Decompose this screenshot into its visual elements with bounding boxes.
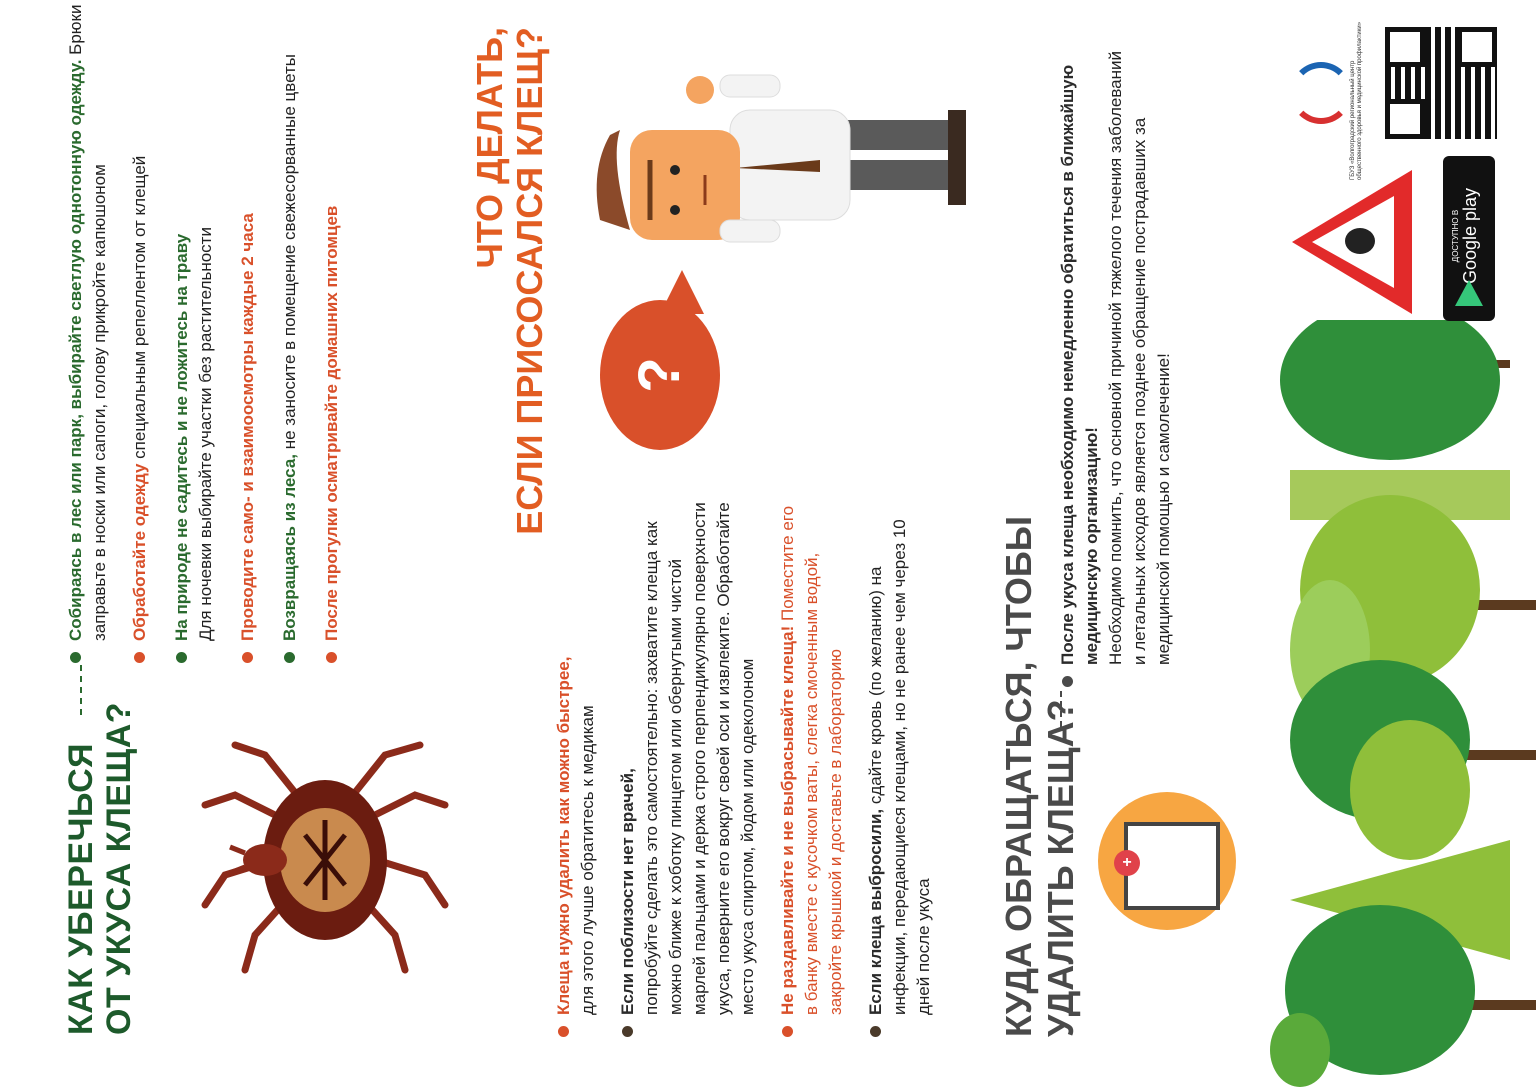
bullet-dot: [134, 652, 145, 663]
item-bold: Проводите само- и взаимоосмотры каждые 2 часа: [238, 213, 257, 641]
item-bold: Если клеща выбросили,: [866, 808, 885, 1015]
item-bold: Собираясь в лес или парк, выбирайте светлую однотонную одежду.: [66, 59, 85, 641]
google-play-label: Google play: [1460, 187, 1480, 285]
list-item: [170, 3, 218, 663]
item-text: не заносите в помещение свежесорванные цветы: [280, 54, 299, 454]
item-text: специальным репеллентом от клещей: [130, 155, 149, 464]
qr-code: [1385, 27, 1497, 139]
item-text: Поместите его в банку вместе с кусочком ваты, слегка смоченным водой, закройте крышкой и доставьте в лабораторию: [778, 505, 845, 1015]
item-bold: Возвращаясь из леса,: [280, 454, 299, 641]
section3-title-line2: УДАЛИТЬ КЛЕЩА?: [1040, 699, 1081, 1037]
section1-title-line2: ОТ УКУСА КЛЕЩА?: [100, 701, 138, 1035]
section2-title-line2: ЕСЛИ ПРИСОСАЛСЯ КЛЕЩ?: [509, 27, 550, 535]
list-item: [236, 3, 260, 663]
item-bold: На природе не садитесь и не ложитесь на траву: [172, 233, 191, 641]
section2-title: [470, 0, 570, 1087]
list-item: [1056, 47, 1176, 687]
bullet-dot: [782, 1026, 793, 1037]
section3-connector: [1060, 691, 1062, 727]
question-bubble-tail: [660, 270, 704, 314]
item-text: сдайте кровь (по желанию) на инфекции, передающиеся клещами, но не ранее чем через 10 дней после укуса: [866, 519, 933, 1015]
section1-connector: [80, 665, 82, 715]
list-item: [278, 3, 302, 663]
org-name: ГБУЗ «Волгоградский региональный центр общественного здоровья и медицинской профилактики»: [1350, 21, 1363, 180]
list-item: [64, 3, 112, 663]
section3-list: [1056, 47, 1176, 687]
section3-title-line1: КУДА ОБРАЩАТЬСЯ, ЧТОБЫ: [998, 515, 1039, 1037]
bullet-dot: [326, 652, 337, 663]
bullet-dot: [242, 652, 253, 663]
list-item: [776, 497, 848, 1037]
bullet-dot: [1062, 676, 1073, 687]
item-bold: Обработайте одежду: [130, 463, 149, 641]
item-text: попробуйте сделать это самостоятельно: захватите клеща как можно ближе к хоботку пинцетом или обернутыми чистой марлей пальцами и держа строго перпендикулярно поверхности укуса, поверните его вокруг своей оси и извлеките. Обработайте место укуса спиртом, йодом или одеколоном: [642, 502, 757, 1015]
list-item: [616, 497, 760, 1037]
bullet-dot: [622, 1026, 633, 1037]
section2-title-line1: ЧТО ДЕЛАТЬ,: [469, 27, 510, 269]
section1-list: [64, 3, 344, 663]
item-bold: Клеща нужно удалить как можно быстрее,: [554, 656, 573, 1015]
bullet-dot: [284, 652, 295, 663]
list-item: [864, 497, 936, 1037]
forest-illustration: [1270, 320, 1536, 1087]
bullet-dot: [70, 652, 81, 663]
item-text: Брюки заправьте в носки или сапоги, голову прикройте капюшоном: [66, 4, 109, 641]
section2-list: [552, 497, 936, 1037]
item-text: для этого лучше обратитесь к медикам: [578, 705, 597, 1015]
organization-logo: [1290, 42, 1345, 117]
item-bold: После укуса клеща необходимо немедленно обратиться в ближайшую медицинскую организацию!: [1058, 64, 1101, 665]
section1-title-line1: КАК УБЕРЕЧЬСЯ: [62, 742, 100, 1035]
tick-icon: [1345, 228, 1375, 254]
bullet-dot: [870, 1026, 881, 1037]
question-mark-text: ?: [627, 357, 692, 393]
tick-illustration: [195, 735, 455, 985]
item-bold: Если поблизости нет врачей,: [618, 768, 637, 1015]
item-bold: Не раздавливайте и не выбрасывайте клеща!: [778, 625, 797, 1015]
hospital-icon: +: [1098, 792, 1236, 930]
worried-man-illustration: [580, 60, 970, 250]
google-play-icon: [1455, 280, 1483, 306]
bullet-dot: [176, 652, 187, 663]
list-item: [128, 3, 152, 663]
google-play-button[interactable]: [1443, 156, 1495, 321]
list-item: [320, 3, 344, 663]
item-text: Для ночевки выбирайте участки без растительности: [196, 227, 215, 641]
item-bold: После прогулки осматривайте домашних питомцев: [322, 205, 341, 641]
item-text: Необходимо помнить, что основной причиной тяжелого течения заболеваний и летальных исходов является позднее обращение пострадавших за медицинской помощью и самолечение!: [1106, 51, 1173, 665]
google-play-small-text: ДОСТУПНО В: [1451, 209, 1460, 263]
